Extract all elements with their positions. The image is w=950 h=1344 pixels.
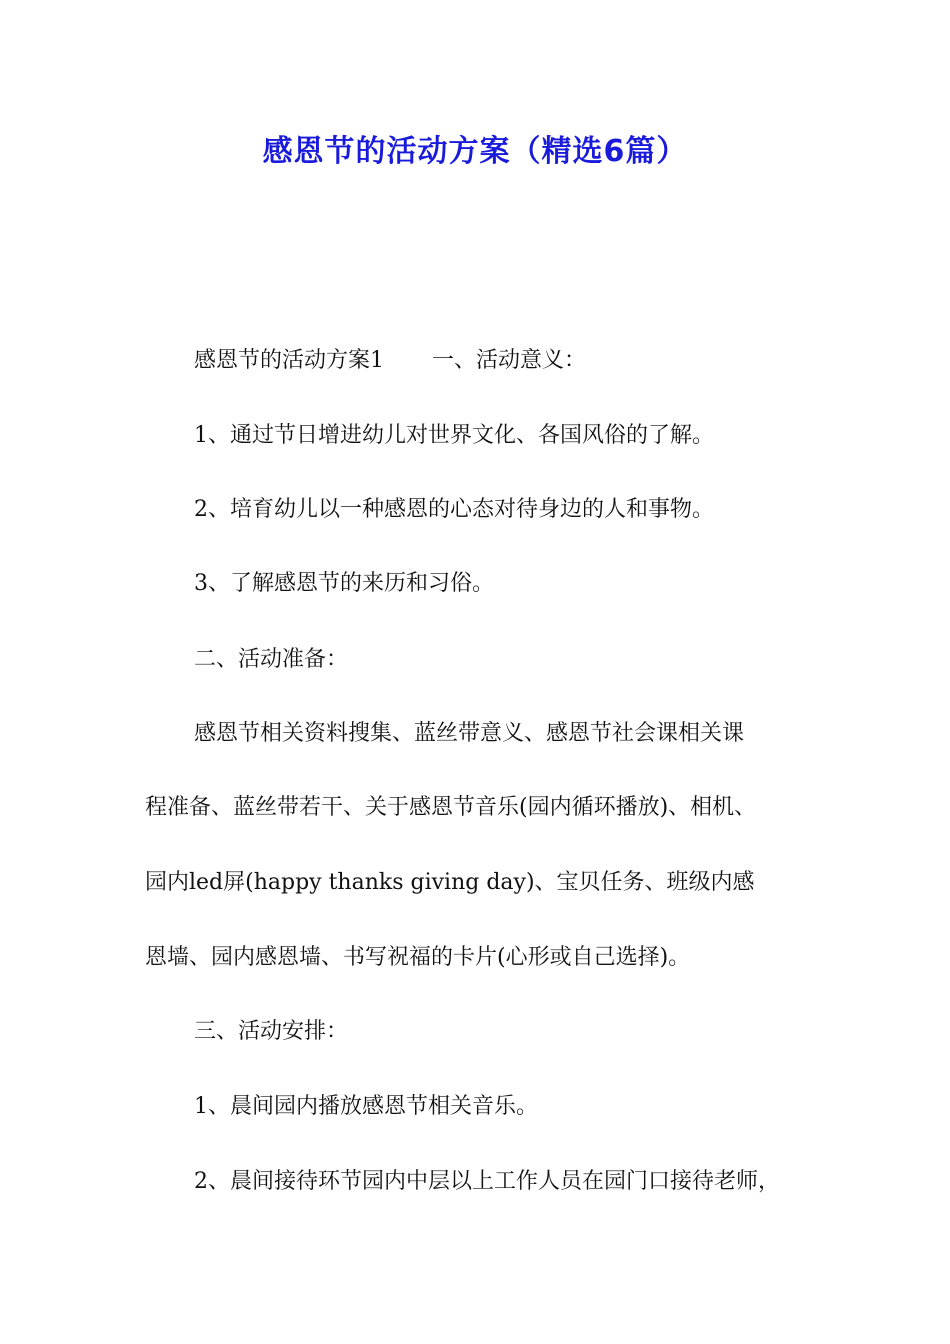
paragraph-line: 3、了解感恩节的来历和习俗。 bbox=[194, 571, 494, 596]
heading-left: 感恩节的活动方案1 bbox=[194, 348, 384, 373]
paragraph-line: 恩墙、园内感恩墙、书写祝福的卡片(心形或自己选择)。 bbox=[145, 945, 691, 970]
paragraph-line: 感恩节相关资料搜集、蓝丝带意义、感恩节社会课相关课 bbox=[194, 721, 745, 746]
section-heading-line: 二、活动准备： bbox=[194, 647, 349, 672]
heading-right: 一、活动意义： bbox=[432, 348, 587, 373]
section-heading-line: 三、活动安排： bbox=[194, 1019, 349, 1044]
paragraph-line: 程准备、蓝丝带若干、关于感恩节音乐(园内循环播放)、相机、 bbox=[145, 795, 757, 820]
paragraph-line: 2、培育幼儿以一种感恩的心态对待身边的人和事物。 bbox=[194, 497, 714, 522]
document-title: 感恩节的活动方案（精选6篇） bbox=[262, 134, 688, 169]
paragraph-line: 1、晨间园内播放感恩节相关音乐。 bbox=[194, 1094, 538, 1119]
paragraph-line: 1、通过节日增进幼儿对世界文化、各国风俗的了解。 bbox=[194, 423, 714, 448]
paragraph-line: 2、晨间接待环节园内中层以上工作人员在园门口接待老师， bbox=[194, 1169, 780, 1194]
paragraph-line: 园内led屏(happy thanks giving day)、宝贝任务、班级内感 bbox=[145, 870, 755, 895]
section-heading bbox=[194, 341, 874, 381]
